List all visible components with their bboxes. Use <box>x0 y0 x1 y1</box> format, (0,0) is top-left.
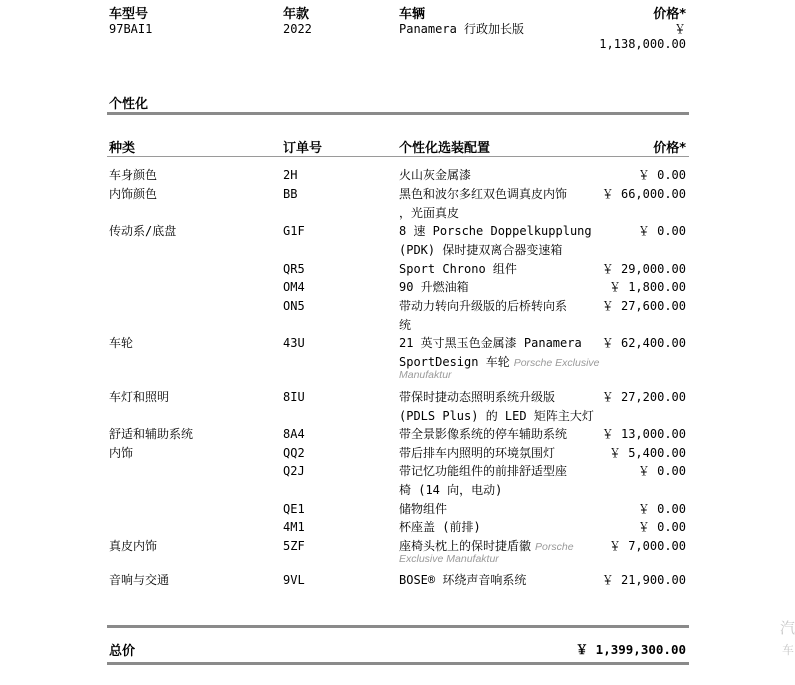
option-code: 9VL <box>283 573 305 587</box>
option-code: 8IU <box>283 390 305 404</box>
option-category: 舒适和辅助系统 <box>109 427 194 441</box>
option-category: 音响与交通 <box>109 573 170 587</box>
option-description: 椅 (14 向，电动) <box>399 483 503 497</box>
option-description: 带动力转向升级版的后桥转向系 <box>399 299 568 313</box>
option-category: 车轮 <box>109 336 134 350</box>
option-code: QE1 <box>283 502 305 516</box>
vehicle-header: 车辆 <box>399 7 426 22</box>
option-category: 内饰颜色 <box>109 187 158 201</box>
option-description: 统 <box>399 318 412 332</box>
option-category: 真皮内饰 <box>109 539 158 553</box>
watermark-char-2: 车 <box>782 643 795 657</box>
option-description: 带保时捷动态照明系统升级版 <box>399 390 556 404</box>
exclusive-manufaktur-tag: Exclusive Manufaktur <box>399 553 499 565</box>
currency-symbol: ￥ <box>673 22 686 36</box>
option-code: 4M1 <box>283 520 305 534</box>
option-code: Q2J <box>283 464 305 478</box>
option-price: ￥ 0.00 <box>637 502 686 516</box>
total-label: 总价 <box>109 644 136 659</box>
option-description: SportDesign 车轮 Porsche Exclusive <box>399 355 600 369</box>
vehicle-value: Panamera 行政加长版 <box>399 22 525 36</box>
section-title: 个性化 <box>109 97 149 112</box>
year-value: 2022 <box>283 22 312 36</box>
option-description: 杯座盖 (前排) <box>399 520 481 534</box>
option-price: ￥ 13,000.00 <box>601 427 686 441</box>
option-description: 带全景影像系统的停车辅助系统 <box>399 427 568 441</box>
option-description: 带记忆功能组件的前排舒适型座 <box>399 464 568 478</box>
option-description: 火山灰金属漆 <box>399 168 472 182</box>
option-price: ￥ 0.00 <box>637 520 686 534</box>
header-divider <box>107 156 689 157</box>
option-code: QQ2 <box>283 446 305 460</box>
option-price-column-header: 价格* <box>653 141 686 156</box>
order-number-column-header: 订单号 <box>283 141 323 156</box>
model-code-header: 车型号 <box>109 7 149 22</box>
option-description: 21 英寸黑玉色金属漆 Panamera <box>399 336 582 350</box>
option-code: OM4 <box>283 280 305 294</box>
option-category: 内饰 <box>109 446 134 460</box>
option-code: ON5 <box>283 299 305 313</box>
total-divider <box>107 625 689 628</box>
option-description: 座椅头枕上的保时捷盾徽 Porsche <box>399 539 574 553</box>
option-description: ，光面真皮 <box>399 206 460 220</box>
option-price: ￥ 21,900.00 <box>601 573 686 587</box>
category-column-header: 种类 <box>109 141 136 156</box>
exclusive-manufaktur-tag: Porsche <box>535 541 574 553</box>
option-price: ￥ 1,800.00 <box>608 280 686 294</box>
option-price: ￥ 66,000.00 <box>601 187 686 201</box>
option-description: 黑色和波尔多红双色调真皮内饰 <box>399 187 568 201</box>
option-price: ￥ 7,000.00 <box>608 539 686 553</box>
option-price: ￥ 0.00 <box>637 464 686 478</box>
option-description: 储物组件 <box>399 502 448 516</box>
option-code: 5ZF <box>283 539 305 553</box>
option-description: 带后排车内照明的环境氛围灯 <box>399 446 556 460</box>
year-header: 年款 <box>283 7 310 22</box>
option-description: 8 速 Porsche Doppelkupplung <box>399 224 592 238</box>
option-code: G1F <box>283 224 305 238</box>
watermark-char-1: 汽 <box>780 619 795 637</box>
option-price: ￥ 0.00 <box>637 224 686 238</box>
option-price: ￥ 5,400.00 <box>608 446 686 460</box>
exclusive-manufaktur-tag: Porsche Exclusive <box>513 357 600 369</box>
option-code: BB <box>283 187 298 201</box>
option-category: 传动系/底盘 <box>109 224 177 238</box>
option-price: ￥ 27,200.00 <box>601 390 686 404</box>
model-code-value: 97BAI1 <box>109 22 153 36</box>
option-price: ￥ 27,600.00 <box>601 299 686 313</box>
price-header: 价格* <box>653 7 686 22</box>
option-description: Sport Chrono 组件 <box>399 262 517 276</box>
option-price: ￥ 62,400.00 <box>601 336 686 350</box>
total-price: ￥ 1,399,300.00 <box>575 642 686 657</box>
option-category: 车灯和照明 <box>109 390 170 404</box>
option-column-header: 个性化选装配置 <box>399 141 491 156</box>
section-divider <box>107 112 689 115</box>
option-code: 8A4 <box>283 427 305 441</box>
option-description: BOSE® 环绕声音响系统 <box>399 573 527 587</box>
option-price: ￥ 29,000.00 <box>601 262 686 276</box>
base-price-value: 1,138,000.00 <box>599 37 686 51</box>
option-description: 90 升燃油箱 <box>399 280 469 294</box>
option-price: ￥ 0.00 <box>637 168 686 182</box>
option-description: (PDLS Plus) 的 LED 矩阵主大灯 <box>399 409 594 423</box>
option-code: 43U <box>283 336 305 350</box>
bottom-divider <box>107 662 689 665</box>
option-description: (PDK) 保时捷双离合器变速箱 <box>399 243 563 257</box>
option-code: 2H <box>283 168 298 182</box>
option-code: QR5 <box>283 262 305 276</box>
exclusive-manufaktur-tag: Manufaktur <box>399 369 452 381</box>
option-category: 车身颜色 <box>109 168 158 182</box>
